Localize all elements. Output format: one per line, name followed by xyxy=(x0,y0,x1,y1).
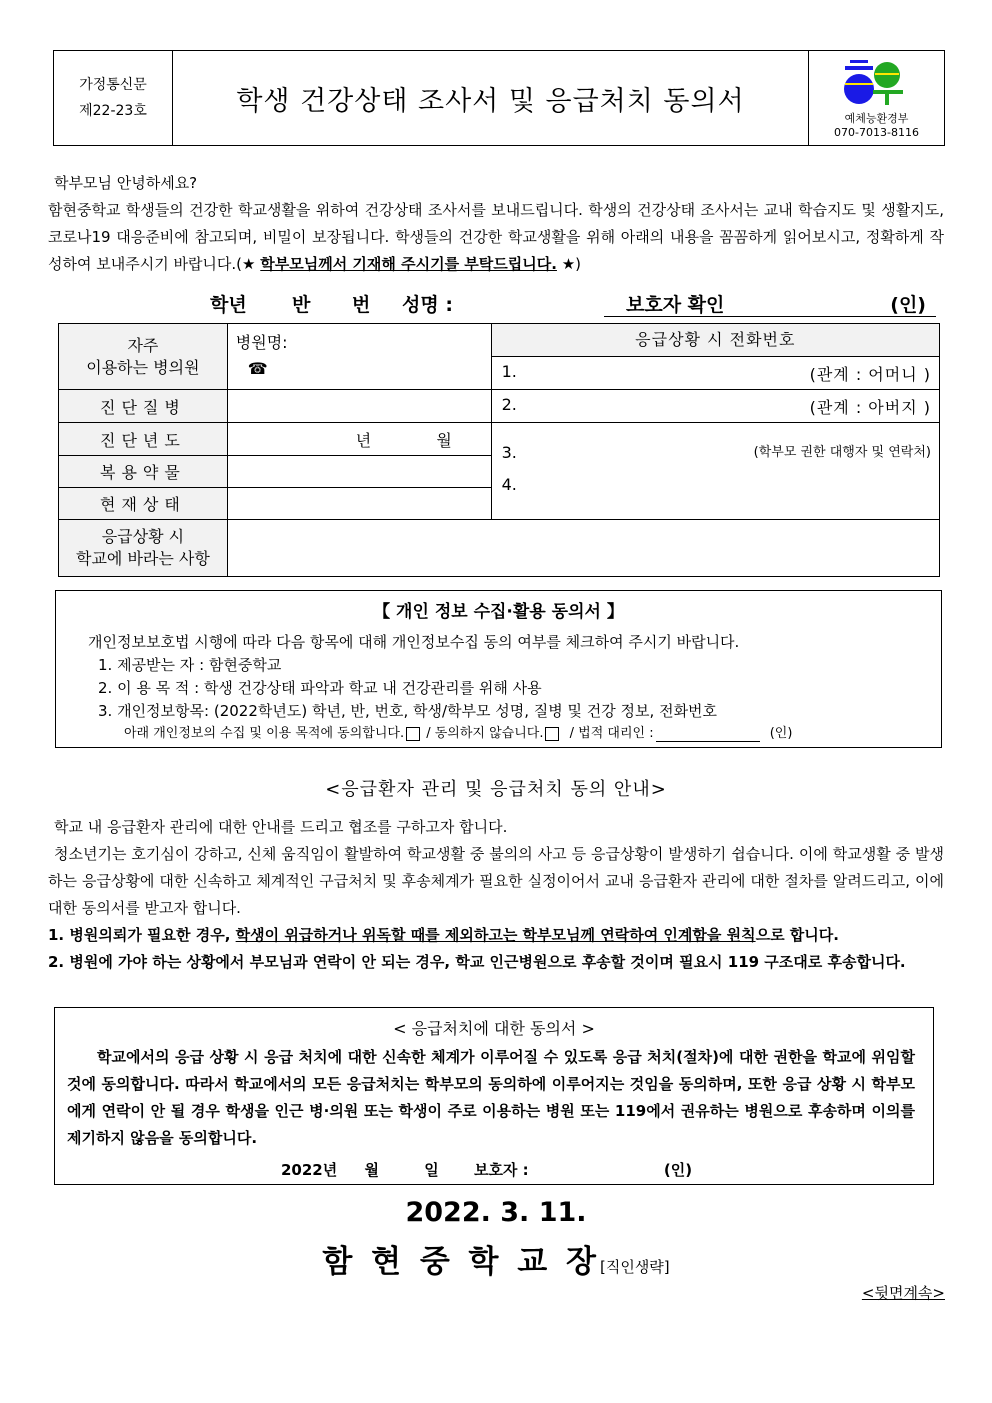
school-logo-icon xyxy=(809,53,944,113)
privacy-content xyxy=(88,631,739,723)
consent-seal: (인) xyxy=(663,1161,693,1179)
emergency-p1: 학교 내 응급환자 관리에 대한 안내를 드리고 협조를 구하고자 합니다. xyxy=(54,818,508,836)
consent-guardian-label: 보호자 : xyxy=(473,1161,529,1179)
logo-caption xyxy=(809,112,944,140)
guardian-confirm-label: 보호자 확인 xyxy=(626,294,725,316)
continued-on-back: <뒷면계속> xyxy=(861,1284,945,1302)
privacy-item-1: 1. 제공받는 자 : 함현중학교 xyxy=(98,656,282,674)
emergency-title: <응급환자 관리 및 응급처치 동의 안내> xyxy=(325,779,667,800)
emergency-section xyxy=(48,814,944,976)
phone3-note: (학부모 권한 대행자 및 연락처) xyxy=(753,445,931,460)
request-label-line2: 학교에 바라는 사항 xyxy=(75,549,210,568)
legal-guardian-label: / 법적 대리인 : xyxy=(569,726,654,741)
intro-end: ★) xyxy=(556,255,582,273)
issue-date: 2022. 3. 11. xyxy=(405,1197,587,1228)
number-label: 번 xyxy=(352,294,371,316)
legal-guardian-seal: (인) xyxy=(769,726,793,741)
year-unit: 년 xyxy=(355,430,372,450)
consent-year: 2022년 xyxy=(281,1161,338,1179)
medicine-label: 복용약물 xyxy=(59,456,228,488)
consent-body: 학교에서의 응급 상황 시 응급 처치에 대한 신속한 체계가 이루어질 수 있도록 응급 처치(절차)에 대한 권한을 학교에 위임할 것에 동의합니다. 따라서 학교에서의 모든 응급처치는 학부모의 동의하에 이루어지는 것임을 동의하며, 또한 응급 상황 시 학부모에게 연락이 안 될 경우 학생을 인근 병·의원 또는 학생이 주로 이용하는 병원 또는 119에서 권유하는 병원으로 후송하며 이의를 제기하지 않음을 동의합니다. xyxy=(67,1048,915,1147)
item1-text-b: 으로 합니다. xyxy=(755,926,839,944)
privacy-consent-box xyxy=(55,590,942,748)
phone1-relation: (관계 : 어머니 ) xyxy=(809,364,931,384)
phone1-number: 1. xyxy=(501,361,517,381)
item1-text-a: 1. 병원의뢰가 필요한 경우, xyxy=(48,926,236,944)
diagnosis-year-label: 진단년도 xyxy=(59,423,228,456)
phone3-number: 3. xyxy=(501,443,517,462)
phone2-relation: (관계 : 아버지 ) xyxy=(809,397,931,417)
privacy-title: 【 개인 정보 수집·활용 동의서 】 xyxy=(373,602,624,622)
intro-request: 학부모님께서 기재해 주시기를 부탁드립니다. xyxy=(260,255,557,273)
health-info-table xyxy=(58,323,940,577)
phone2-number: 2. xyxy=(501,394,517,414)
month-unit: 월 xyxy=(436,430,452,450)
legal-guardian-input[interactable] xyxy=(656,726,760,742)
item1-underlined: 학생이 위급하거나 위독할 때를 제외하고는 학부모님께 연락하여 인계함을 원칙 xyxy=(235,926,756,944)
intro-text: 함현중학교 학생들의 건강한 학교생활을 위하여 건강상태 조사서를 보내드립니다. 학생의 건강상태 조사서는 교내 학습지도 및 생활지도, 코로나19 대응준비에 참고되며, 비밀이 보장됩니다. 학생들의 건강한 학교생활을 위해 아래의 내용을 꼼꼼하게 읽어보시고, 정확하게 작성하여 보내주시기 바랍니다.(★ xyxy=(48,201,944,273)
phone-icon: ☎ xyxy=(247,359,268,378)
document-title: 학생 건강상태 조사서 및 응급처치 동의서 xyxy=(236,85,745,117)
department-logo xyxy=(808,51,944,145)
emergency-consent-box xyxy=(54,1007,934,1185)
privacy-item-2: 2. 이 용 목 적 : 학생 건강상태 파악과 학교 내 건강관리를 위해 사용 xyxy=(98,679,542,697)
consent-sign-line[interactable] xyxy=(281,1159,692,1180)
diagnosis-label: 진단질병 xyxy=(59,390,228,423)
principal-line xyxy=(0,1236,992,1281)
intro-section xyxy=(48,170,944,278)
request-label-line1: 응급상황 시 xyxy=(101,527,185,546)
disagree-label: / 동의하지 않습니다. xyxy=(426,726,544,741)
phone2-cell[interactable] xyxy=(491,390,939,423)
clinic-label-line1: 자주 xyxy=(127,335,159,355)
privacy-agree-line xyxy=(124,722,792,742)
header-box xyxy=(53,50,945,146)
clinic-label-line2: 이용하는 병의원 xyxy=(86,357,200,377)
privacy-intro: 개인정보보호법 시행에 따라 다음 항목에 대해 개인정보수집 동의 여부를 체크하여 주시기 바랍니다. xyxy=(88,633,740,651)
agree-label: 아래 개인정보의 수집 및 이용 목적에 동의합니다. xyxy=(124,726,405,741)
class-label: 반 xyxy=(292,294,311,316)
newsletter-label: 가정통신문 xyxy=(79,77,147,93)
principal-name: 함 현 중 학 교 장 xyxy=(322,1244,600,1280)
phone1-cell[interactable] xyxy=(491,357,939,390)
department-phone: 070-7013-8116 xyxy=(834,126,919,139)
grade-label: 학년 xyxy=(210,294,247,316)
guardian-confirm-line[interactable] xyxy=(604,290,936,317)
emergency-item-1 xyxy=(48,922,944,949)
diagnosis-year-input[interactable] xyxy=(227,423,491,456)
clinic-name-label: 병원명: xyxy=(235,333,288,352)
clinic-label-cell xyxy=(59,324,228,390)
clinic-input-cell[interactable] xyxy=(227,324,491,390)
phone4-number: 4. xyxy=(501,475,517,494)
privacy-item-3: 3. 개인정보항목: (2022학년도) 학년, 반, 번호, 학생/학부모 성명, 질병 및 건강 정보, 전화번호 xyxy=(98,702,718,720)
department-name: 예체능환경부 xyxy=(844,112,909,125)
consent-month: 월 xyxy=(364,1161,379,1179)
disagree-checkbox[interactable] xyxy=(545,727,559,741)
issue-number: 제22-23호 xyxy=(79,103,147,119)
emergency-phone-header: 응급상황 시 전화번호 xyxy=(491,324,939,357)
greeting: 학부모님 안녕하세요? xyxy=(54,174,198,192)
seal-omitted-note: [직인생략] xyxy=(599,1258,670,1276)
status-input[interactable] xyxy=(227,488,491,520)
name-label: 성명 : xyxy=(402,294,453,316)
guardian-seal: (인) xyxy=(890,294,926,316)
intro-body xyxy=(48,197,944,278)
emergency-item-2: 2. 병원에 가야 하는 상황에서 부모님과 연락이 안 되는 경우, 학교 인근병원으로 후송할 것이며 필요시 119 구조대로 후송합니다. xyxy=(48,953,906,971)
request-input[interactable] xyxy=(227,520,939,577)
phone34-cell[interactable] xyxy=(491,423,939,520)
medicine-input[interactable] xyxy=(227,456,491,488)
newsletter-number xyxy=(54,51,173,145)
agree-checkbox[interactable] xyxy=(406,727,420,741)
diagnosis-input[interactable] xyxy=(227,390,491,423)
status-label: 현재상태 xyxy=(59,488,228,520)
consent-day: 일 xyxy=(424,1161,439,1179)
consent-title: < 응급처치에 대한 동의서 > xyxy=(393,1019,595,1038)
emergency-p2: 청소년기는 호기심이 강하고, 신체 움직임이 활발하여 학교생활 중 불의의 사고 등 응급상황이 발생하기 쉽습니다. 이에 학교생활 중 발생하는 응급상황에 대한 신속하고 체계적인 구급처치 및 후송체계가 필요한 실정이어서 교내 응급환자 관리에 대한 절차를 알려드리고, 이에 대한 동의서를 받고자 합니다. xyxy=(48,845,944,917)
request-label-cell xyxy=(59,520,228,577)
